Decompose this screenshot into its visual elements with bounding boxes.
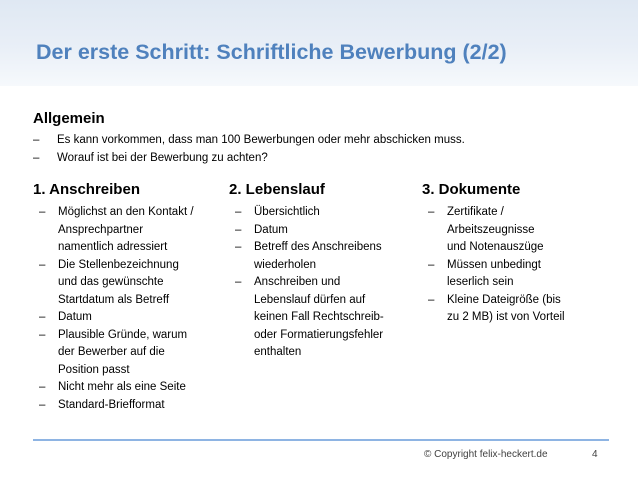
general-item: – Es kann vorkommen, dass man 100 Bewerbungen oder mehr abschicken muss. — [33, 131, 465, 149]
list-item: – Nicht mehr als eine Seite — [33, 379, 194, 397]
list-item: – Die Stellenbezeichnung und das gewünschte Startdatum als Betreff — [33, 257, 194, 310]
general-item: – Worauf ist bei der Bewerbung zu achten? — [33, 149, 465, 167]
list-item: – Datum — [33, 309, 194, 327]
column-heading: 3. Dokumente — [422, 181, 521, 198]
list-item: – Übersichtlich — [229, 204, 384, 222]
column-anschreiben — [33, 181, 194, 414]
column-list — [33, 204, 194, 414]
column-heading: 1. Anschreiben — [33, 181, 140, 198]
general-list — [33, 131, 465, 167]
list-item: – Datum — [229, 222, 384, 240]
column-dokumente — [422, 181, 565, 327]
slide-title: Der erste Schritt: Schriftliche Bewerbung (2/2) — [36, 40, 507, 64]
page-number: 4 — [592, 449, 598, 460]
general-heading: Allgemein — [33, 110, 105, 127]
list-item: – Zertifikate / Arbeitszeugnisse und Notenauszüge — [422, 204, 565, 257]
column-list — [422, 204, 565, 327]
column-heading: 2. Lebenslauf — [229, 181, 325, 198]
list-item: – Müssen unbedingt leserlich sein — [422, 257, 565, 292]
list-item: – Plausible Gründe, warum der Bewerber auf die Position passt — [33, 327, 194, 380]
list-item: – Möglichst an den Kontakt / Ansprechpartner namentlich adressiert — [33, 204, 194, 257]
list-item: – Betreff des Anschreibens wiederholen — [229, 239, 384, 274]
column-lebenslauf — [229, 181, 384, 362]
list-item: – Anschreiben und Lebenslauf dürfen auf keinen Fall Rechtschreib- oder Formatierungsfehler enthalten — [229, 274, 384, 362]
list-item: – Standard-Briefformat — [33, 397, 194, 415]
footer-divider — [33, 439, 609, 441]
list-item: – Kleine Dateigröße (bis zu 2 MB) ist von Vorteil — [422, 292, 565, 327]
column-list — [229, 204, 384, 362]
copyright-text: © Copyright felix-heckert.de — [424, 449, 548, 460]
